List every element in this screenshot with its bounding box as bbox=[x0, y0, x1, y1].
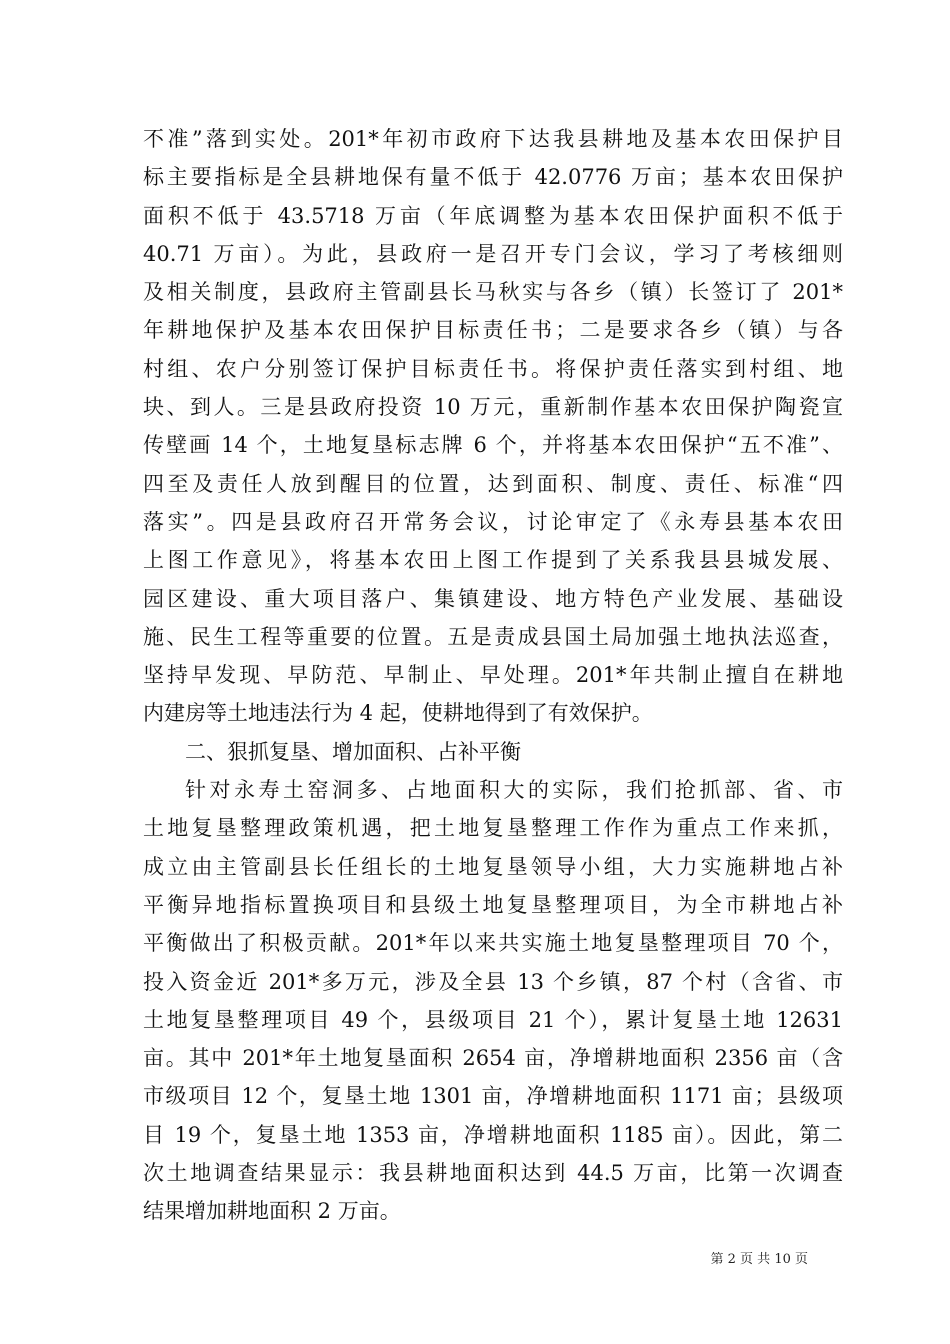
text-line: 面积不低于 43.5718 万亩（年底调整为基本农田保护面积不低于 bbox=[143, 203, 843, 228]
text-line: 针对永寿土窑洞多、占地面积大的实际，我们抢抓部、省、市 bbox=[185, 778, 843, 803]
text-line: 亩。其中 201*年土地复垦面积 2654 亩，净增耕地面积 2356 亩（含 bbox=[143, 1046, 843, 1071]
text-line: 市级项目 12 个，复垦土地 1301 亩，净增耕地面积 1171 亩；县级项 bbox=[143, 1084, 843, 1109]
text-line: 传壁画 14 个，土地复垦标志牌 6 个，并将基本农田保护“五不准”、 bbox=[143, 433, 843, 458]
text-line: 四至及责任人放到醒目的位置，达到面积、制度、责任、标准“四 bbox=[143, 471, 843, 496]
text-line: 年耕地保护及基本农田保护目标责任书；二是要求各乡（镇）与各 bbox=[143, 318, 843, 343]
text-line: 村组、农户分别签订保护目标责任书。将保护责任落实到村组、地 bbox=[143, 356, 843, 381]
text-line: 不准”落到实处。201*年初市政府下达我县耕地及基本农田保护目 bbox=[143, 127, 843, 151]
text-line: 落实”。四是县政府召开常务会议，讨论审定了《永寿县基本农田 bbox=[143, 509, 843, 534]
text-line: 坚持早发现、早防范、早制止、早处理。201*年共制止擅自在耕地 bbox=[143, 663, 843, 688]
text-line: 土地复垦整理政策机遇，把土地复垦整理工作作为重点工作来抓， bbox=[143, 816, 843, 841]
text-line: 投入资金近 201*多万元，涉及全县 13 个乡镇，87 个村（含省、市 bbox=[143, 969, 843, 994]
section-heading: 二、狠抓复垦、增加面积、占补平衡 bbox=[185, 739, 521, 764]
text-line: 上图工作意见》，将基本农田上图工作提到了关系我县县城发展、 bbox=[143, 548, 843, 573]
document-body bbox=[143, 120, 843, 1231]
text-line: 成立由主管副县长任组长的土地复垦领导小组，大力实施耕地占补 bbox=[143, 854, 843, 879]
text-line: 土地复垦整理项目 49 个，县级项目 21 个），累计复垦土地 12631 bbox=[143, 1007, 843, 1032]
text-line: 施、民生工程等重要的位置。五是责成县国土局加强土地执法巡查， bbox=[143, 624, 843, 649]
text-line: 40.71 万亩）。为此，县政府一是召开专门会议，学习了考核细则 bbox=[143, 241, 843, 266]
text-line: 块、到人。三是县政府投资 10 万元，重新制作基本农田保护陶瓷宣 bbox=[143, 395, 843, 420]
page-number-footer: 第 2 页 共 10 页 bbox=[710, 1252, 808, 1267]
text-line: 平衡做出了积极贡献。201*年以来共实施土地复垦整理项目 70 个， bbox=[143, 931, 843, 956]
text-line: 及相关制度，县政府主管副县长马秋实与各乡（镇）长签订了 201* bbox=[143, 280, 843, 305]
text-line: 标主要指标是全县耕地保有量不低于 42.0776 万亩；基本农田保护 bbox=[143, 165, 843, 190]
text-line: 结果增加耕地面积 2 万亩。 bbox=[143, 1199, 401, 1224]
text-line: 内建房等土地违法行为 4 起，使耕地得到了有效保护。 bbox=[143, 701, 653, 726]
text-line: 园区建设、重大项目落户、集镇建设、地方特色产业发展、基础设 bbox=[143, 586, 843, 611]
text-line: 平衡异地指标置换项目和县级土地复垦整理项目，为全市耕地占补 bbox=[143, 892, 843, 917]
text-line: 目 19 个，复垦土地 1353 亩，净增耕地面积 1185 亩）。因此，第二 bbox=[143, 1122, 843, 1147]
text-line: 次土地调查结果显示：我县耕地面积达到 44.5 万亩，比第一次调查 bbox=[143, 1161, 843, 1186]
